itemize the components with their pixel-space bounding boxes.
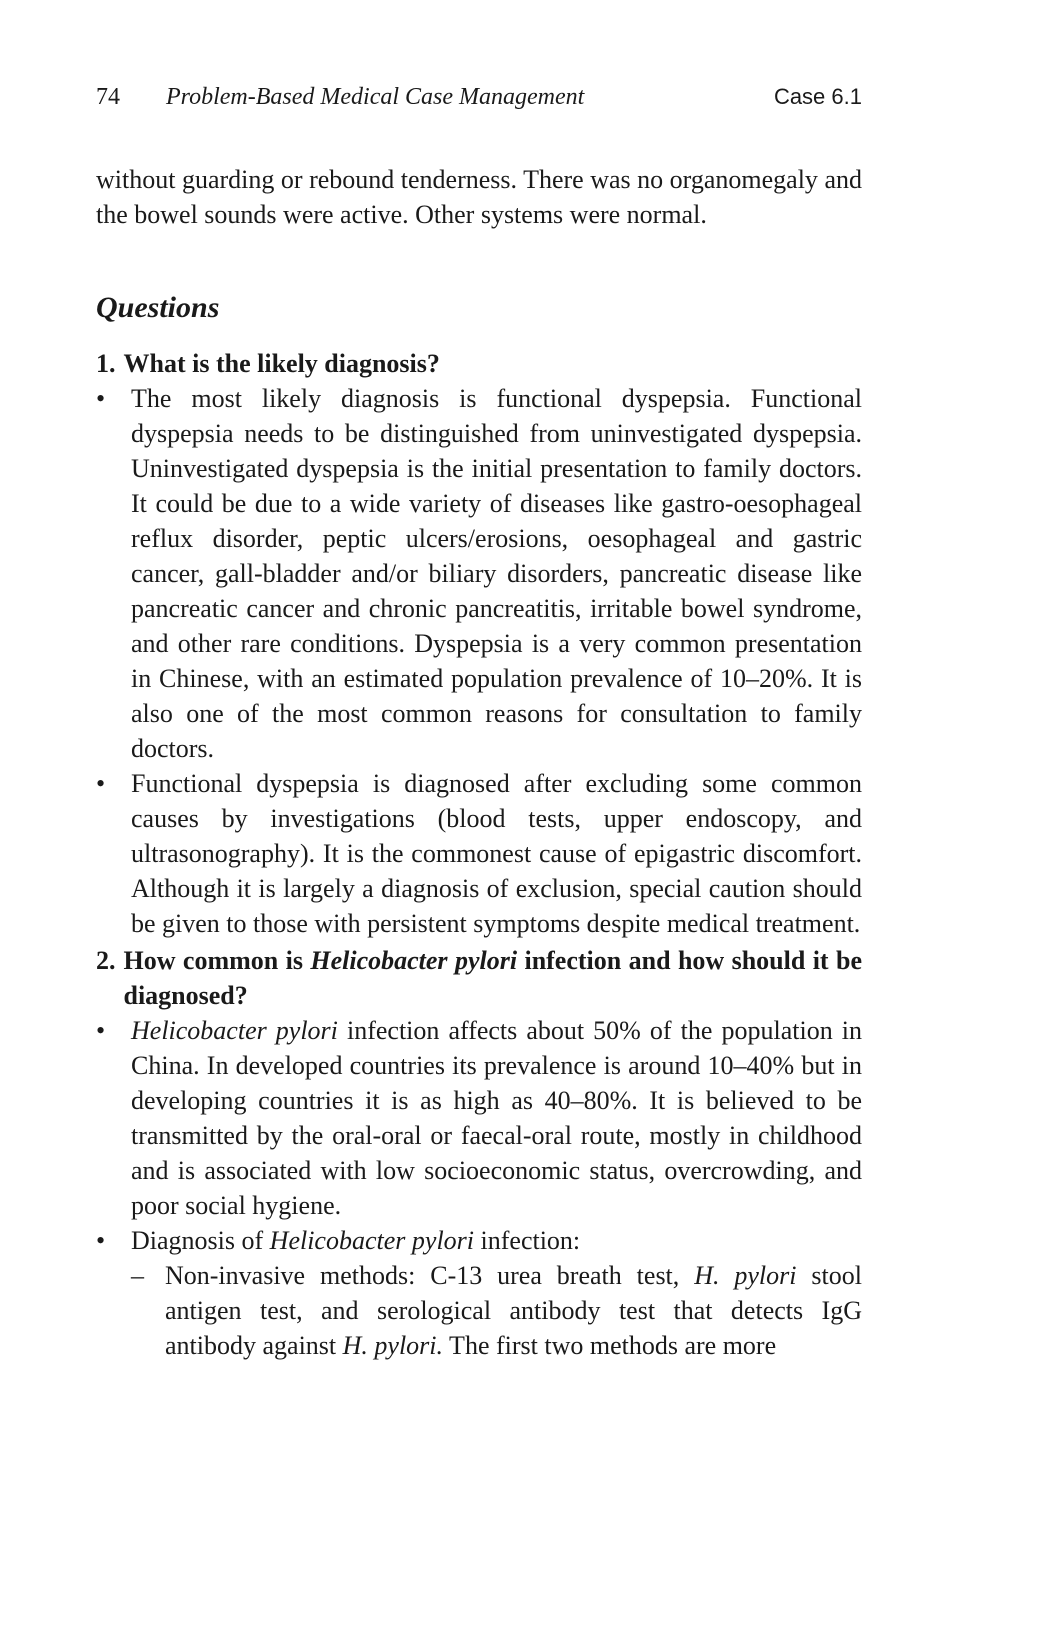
q2-bullet-2-tail: infection: <box>474 1226 581 1255</box>
bullet-icon: • <box>96 384 106 413</box>
sub-bullet-italic-2: H. pylori. <box>342 1331 444 1360</box>
question-2-number: 2. <box>96 946 116 975</box>
question-2-text <box>124 943 863 1013</box>
q2-bullet-2-italic: Helicobacter pylori <box>269 1226 475 1255</box>
question-2-text-before: How common is <box>123 946 311 975</box>
question-2 <box>96 943 862 1013</box>
book-title: Problem-Based Medical Case Management <box>166 84 585 110</box>
q2-bullet-1-text <box>131 1013 862 1223</box>
list-item <box>96 381 862 766</box>
sub-bullet-part-1: Non-invasive methods: C-13 urea breath test, <box>165 1261 695 1290</box>
question-1-number: 1. <box>96 349 116 378</box>
page-number: 74 <box>96 84 120 110</box>
case-label: Case 6.1 <box>773 84 862 109</box>
sub-bullet-part-3: The first two methods are more <box>443 1331 777 1360</box>
bullet-icon: • <box>96 1016 106 1045</box>
bullet-icon: • <box>96 1226 106 1255</box>
q1-bullet-1-text: The most likely diagnosis is functional dyspepsia. Functional dyspepsia needs to be distinguished from uninvestigated dyspepsia. Uninvestigated dyspepsia is the initial presentation to family doctors. It could be due to a wide variety of diseases like gastro-oesophageal reflux disorder, peptic ulcers/erosions, oesophageal and gastric cancer, gall-bladder and/or biliary disorders, pancreatic disease like pancreatic cancer and chronic pancreatitis, irritable bowel syndrome, and other rare conditions. Dyspepsia is a very common presentation in Chinese, with an estimated population prevalence of 10–20%. It is also one of the most common reasons for consultation to family doctors. <box>131 384 862 763</box>
questions-heading: Questions <box>96 291 220 324</box>
intro-paragraph: without guarding or rebound tenderness. There was no organomegaly and the bowel sounds were active. Other systems were normal. <box>96 165 862 229</box>
question-1-text: What is the likely diagnosis? <box>123 349 440 378</box>
q1-bullet-2-text: Functional dyspepsia is diagnosed after excluding some common causes by investigations (blood tests, upper endoscopy, and ultrasonography). It is the commonest cause of epigastric discomfort. Although it is largely a diagnosis of exclusion, special caution should be given to those with persistent symptoms despite medical treatment. <box>131 769 862 938</box>
sub-bullet-text <box>165 1258 862 1363</box>
q2-bullet-1-italic: Helicobacter pylori <box>131 1016 338 1045</box>
q2-bullet-1-rest: infection affects about 50% of the population in China. In developed countries its prevalence is around 10–40% but in developing countries it is as high as 40–80%. It is believed to be transmitted by the oral-oral or faecal-oral route, mostly in childhood and is associated with low socioeconomic status, overcrowding, and poor social hygiene. <box>131 1016 862 1220</box>
question-2-text-after: infection and how should it be diagnosed? <box>123 946 862 1010</box>
bullet-icon: • <box>96 769 106 798</box>
sub-bullet-italic-1: H. pylori <box>694 1261 797 1290</box>
list-item <box>131 1258 862 1363</box>
q2-bullet-2-lead: Diagnosis of <box>131 1226 270 1255</box>
list-item <box>96 1013 862 1223</box>
question-1 <box>96 346 862 381</box>
page-content <box>96 162 862 1363</box>
list-item <box>96 1223 862 1258</box>
list-item <box>96 766 862 941</box>
running-head <box>96 84 862 114</box>
question-2-text-italic: Helicobacter pylori <box>310 946 518 975</box>
q2-bullet-2-text <box>131 1223 862 1258</box>
sub-bullet-part-2: stool antigen test, and serological antibody test that detects IgG antibody against <box>165 1261 862 1360</box>
dash-icon: – <box>131 1261 144 1290</box>
